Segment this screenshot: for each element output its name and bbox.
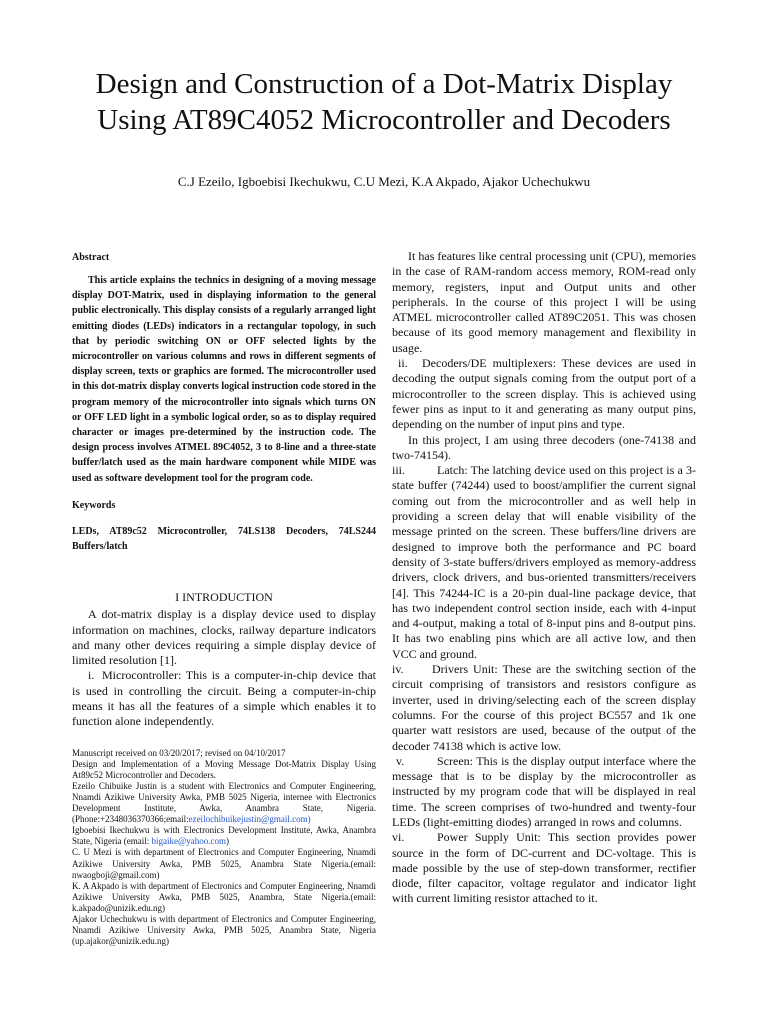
introduction-heading: I INTRODUCTION xyxy=(175,590,273,605)
list-item-microcontroller xyxy=(72,668,376,729)
list-text: Decoders/DE multiplexers: These devices are used in decoding the output signals coming from the output port of a microcontroller to the screen display. This is achieved using fewer pins as input to it and generating as many output pins, depending on the number of input pins and type. xyxy=(392,356,696,432)
left-column xyxy=(72,249,376,947)
list-number: iii. xyxy=(392,463,406,478)
list-text: Screen: This is the display output interface where the message that is to be display by the microcontroller as instructed by my program code that will be displayed in real time. The screen comprises of two-hundred and twenty-four LEDs (light-emitting diodes) arranged in rows and columns. xyxy=(392,753,696,829)
list-item-latch xyxy=(392,463,696,662)
right-column xyxy=(392,249,696,907)
abstract-heading: Abstract xyxy=(72,252,110,263)
footnote-text: Igboebisi Ikechukwu is with Electronics Development Institute, Awka, Anambra State, Nigeria (email: xyxy=(72,825,376,847)
footnote-received: Manuscript received on 03/20/2017; revised on 04/10/2017 xyxy=(72,747,286,758)
intro-paragraph: A dot-matrix display is a display device used to display information on machines, clocks, railway departure indicators and many other devices requiring a simple display device of limited resolution [1]. xyxy=(72,607,376,668)
email-link[interactable]: bigaike@yahoo.com xyxy=(151,836,227,847)
list-item-screen xyxy=(392,754,696,830)
footnotes xyxy=(72,748,376,948)
title-line-1: Design and Construction of a Dot-Matrix Display xyxy=(95,68,673,100)
paragraph-decoders-used: In this project, I am using three decoders (one-74138 and two-74154). xyxy=(392,432,696,462)
title-line-2: Using AT89C4052 Microcontroller and Decoders xyxy=(97,104,671,136)
list-number: iv. xyxy=(392,662,404,677)
footnote-author-4: K. A Akpado is with department of Electronics and Computer Engineering, Nnamdi Azikiwe University Awka, PMB 5025, Anambra, State Nigeria.(email: k.akpado@unizik.edu.ng) xyxy=(72,880,376,913)
list-text: Latch: The latching device used on this project is a 3-state buffer (74244) used to boost/amplifier the current signal coming out from the microcontroller and as well help in providing a screen delay that will enable visibility of the message printed on the screen. These buffers/line drivers are designed to improve both the performance and PC board density of 3-state buffers/drivers employed as memory-address drivers, clock drivers, and bus-oriented transmitters/receivers [4]. This 74244-IC is a 20-pin dual-line package device, that has two independent control section inside, each with 4-input and 4-output, making a total of 8-input pins and 8-output pins. It has two enabling pins which are all active low, and then VCC and ground. xyxy=(392,463,696,661)
list-text: Power Supply Unit: This section provides power source in the form of DC-current and DC-voltage. This is made possible by the use of step-down transformer, rectifier diode, filter capacitor, voltage regulator and indicator light with current limiting resistor attached to it. xyxy=(392,830,696,906)
list-number: vi. xyxy=(392,830,405,845)
list-text: Microcontroller: This is a computer-in-chip device that is used in controlling the circuit. Being a computer-in-chip means it has all the features of a simple which enables it to function alone independently. xyxy=(72,668,376,729)
keywords-heading: Keywords xyxy=(72,499,116,511)
paper-title xyxy=(40,66,728,138)
list-item-power-supply xyxy=(392,830,696,906)
list-item-decoders xyxy=(392,356,696,432)
footnote-author-1 xyxy=(72,781,376,825)
list-item-drivers xyxy=(392,662,696,754)
footnote-title: Design and Implementation of a Moving Message Dot-Matrix Display Using At89c52 Microcontroller and Decoders. xyxy=(72,758,376,780)
list-number: v. xyxy=(396,753,405,768)
footnote-author-3: C. U Mezi is with department of Electronics and Computer Engineering, Nnamdi Azikiwe University Awka, PMB 5025, Anambra State Nigeria.(email: nwaogboji@gmail.com) xyxy=(72,847,376,880)
list-number: i. xyxy=(88,668,95,683)
list-number: ii. xyxy=(398,356,408,371)
author-list: C.J Ezeilo, Igboebisi Ikechukwu, C.U Mezi, K.A Akpado, Ajakor Uchechukwu xyxy=(177,174,591,189)
keywords-body: LEDs, AT89c52 Microcontroller, 74LS138 Decoders, 74LS244 Buffers/latch xyxy=(72,525,376,553)
list-text: Drivers Unit: These are the switching section of the circuit comprising of transistors and resistors configure as inverter, used in driving/selecting each of the screen display columns. For the course of this project BC557 and 1k one quarter watt resistors are used, because of the output of the decoder 74138 which is active low. xyxy=(392,662,696,753)
footnote-author-5: Ajakor Uchechukwu is with department of Electronics and Computer Engineering, Nnamdi Azikiwe University Awka, PMB 5025, Anambra State, Nigeria (up.ajakor@unizik.edu.ng) xyxy=(72,914,376,947)
email-link[interactable]: ezeilochibuikejustin@gmail.com) xyxy=(188,814,311,825)
footnote-text: ) xyxy=(226,836,230,847)
paragraph-features: It has features like central processing unit (CPU), memories in the case of RAM-random access memory, ROM-read only memory, registers, input and Output units and other peripherals. In the course of this project I will be using ATMEL microcontroller called AT89C2051. This was chosen because of its good memory management and flexibility in usage. xyxy=(392,249,696,355)
footnote-author-2 xyxy=(72,825,376,847)
abstract-body: This article explains the technics in designing of a moving message display DOT-Matrix, used in displaying information to the general public electronically. This display consists of a regularly arranged light emitting diodes (LEDs) indicators in a rectangular topology, in such that by periodic switching ON or OFF selected lights by the microcontroller on various columns and rows in different segments of display screen, texts or graphics are formed. The microcontroller used in this dot-matrix display converts logical instruction code stored in the program memory of the microcontroller into signals which turns ON or OFF LED light in a symbolic logical order, so as to display required character or images pre-determined by the instruction code. The design process involves ATMEL 89C4052, 3 to 8-line and a three-state buffer/latch used as the main hardware component while MIDE was used as software development tool for the program code. xyxy=(72,275,376,484)
footnote-text: Ezeilo Chibuike Justin is a student with Electronics and Computer Engineering, Nnamdi Azikiwe University Awka, PMB 5025 Nigeria, internee with Electronics Development Institute, Awka, Anambra State, Nigeria.(Phone:+2348036370366;email: xyxy=(72,780,376,825)
